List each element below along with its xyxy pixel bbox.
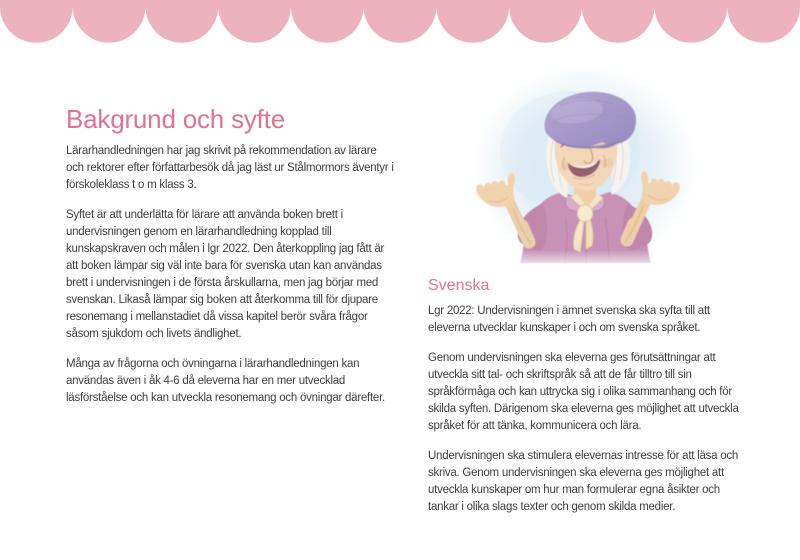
left-paragraph-2: Syftet är att underlätta för lärare att använda boken brett i undervisningen genom en lärarhandledning kopplad till kunskapskraven och målen i lgr 2022. Den återkoppling jag fått är att boken lämpar sig väl inte bara för svenska utan kan användas brett i undervisningen i de första årskullarna, men jag börjar med svenskan. Likaså lämpar sig boken att återkomma till för djupare resonemang i mellanstadiet då vissa kapitel berör svåra frågor såsom sjukdom och livets ändlighet. xyxy=(66,209,385,340)
grandmother-illustration xyxy=(465,56,705,271)
left-paragraph-1: Lärarhandledningen har jag skrivit på rekommendation av lärare och rektorer efter författarbesök då jag läst ur Stålmormors äventyr i förskoleklass t o m klass 3. xyxy=(66,145,394,191)
right-paragraph-1: Lgr 2022: Undervisningen i ämnet svenska ska syfta till att eleverna utvecklar kunskaper i och om svenska språket. xyxy=(428,305,710,334)
torso-fade xyxy=(495,250,675,270)
section-heading-svenska: Svenska xyxy=(428,277,490,294)
left-paragraph-3: Många av frågorna och övningarna i lärarhandledningen kan användas även i åk 4-6 då eleverna har en mer utvecklad läsförståelse och kan utveckla resonemang och övningar därefter. xyxy=(66,358,385,404)
right-paragraph-3: Undervisningen ska stimulera elevernas intresse för att läsa och skriva. Genom undervisningen ska eleverna ges möjlighet att utveckla kunskaper om hur man formulerar egna åsikter och tankar i olika slags texter och genom skilda medier. xyxy=(428,450,738,513)
page-title: Bakgrund och syfte xyxy=(66,104,285,134)
right-column xyxy=(428,276,752,529)
left-column xyxy=(66,104,394,420)
scallop-border xyxy=(0,0,800,46)
right-paragraph-2: Genom undervisningen ska eleverna ges förutsättningar att utveckla sitt tal- och skriftspråk så att de får tilltro till sin språkförmåga och kan uttrycka sig i olika sammanhang och för skilda syften. Därigenom ska eleverna ges möjlighet att utveckla språket för att tänka, kommunicera och lära. xyxy=(428,352,739,432)
